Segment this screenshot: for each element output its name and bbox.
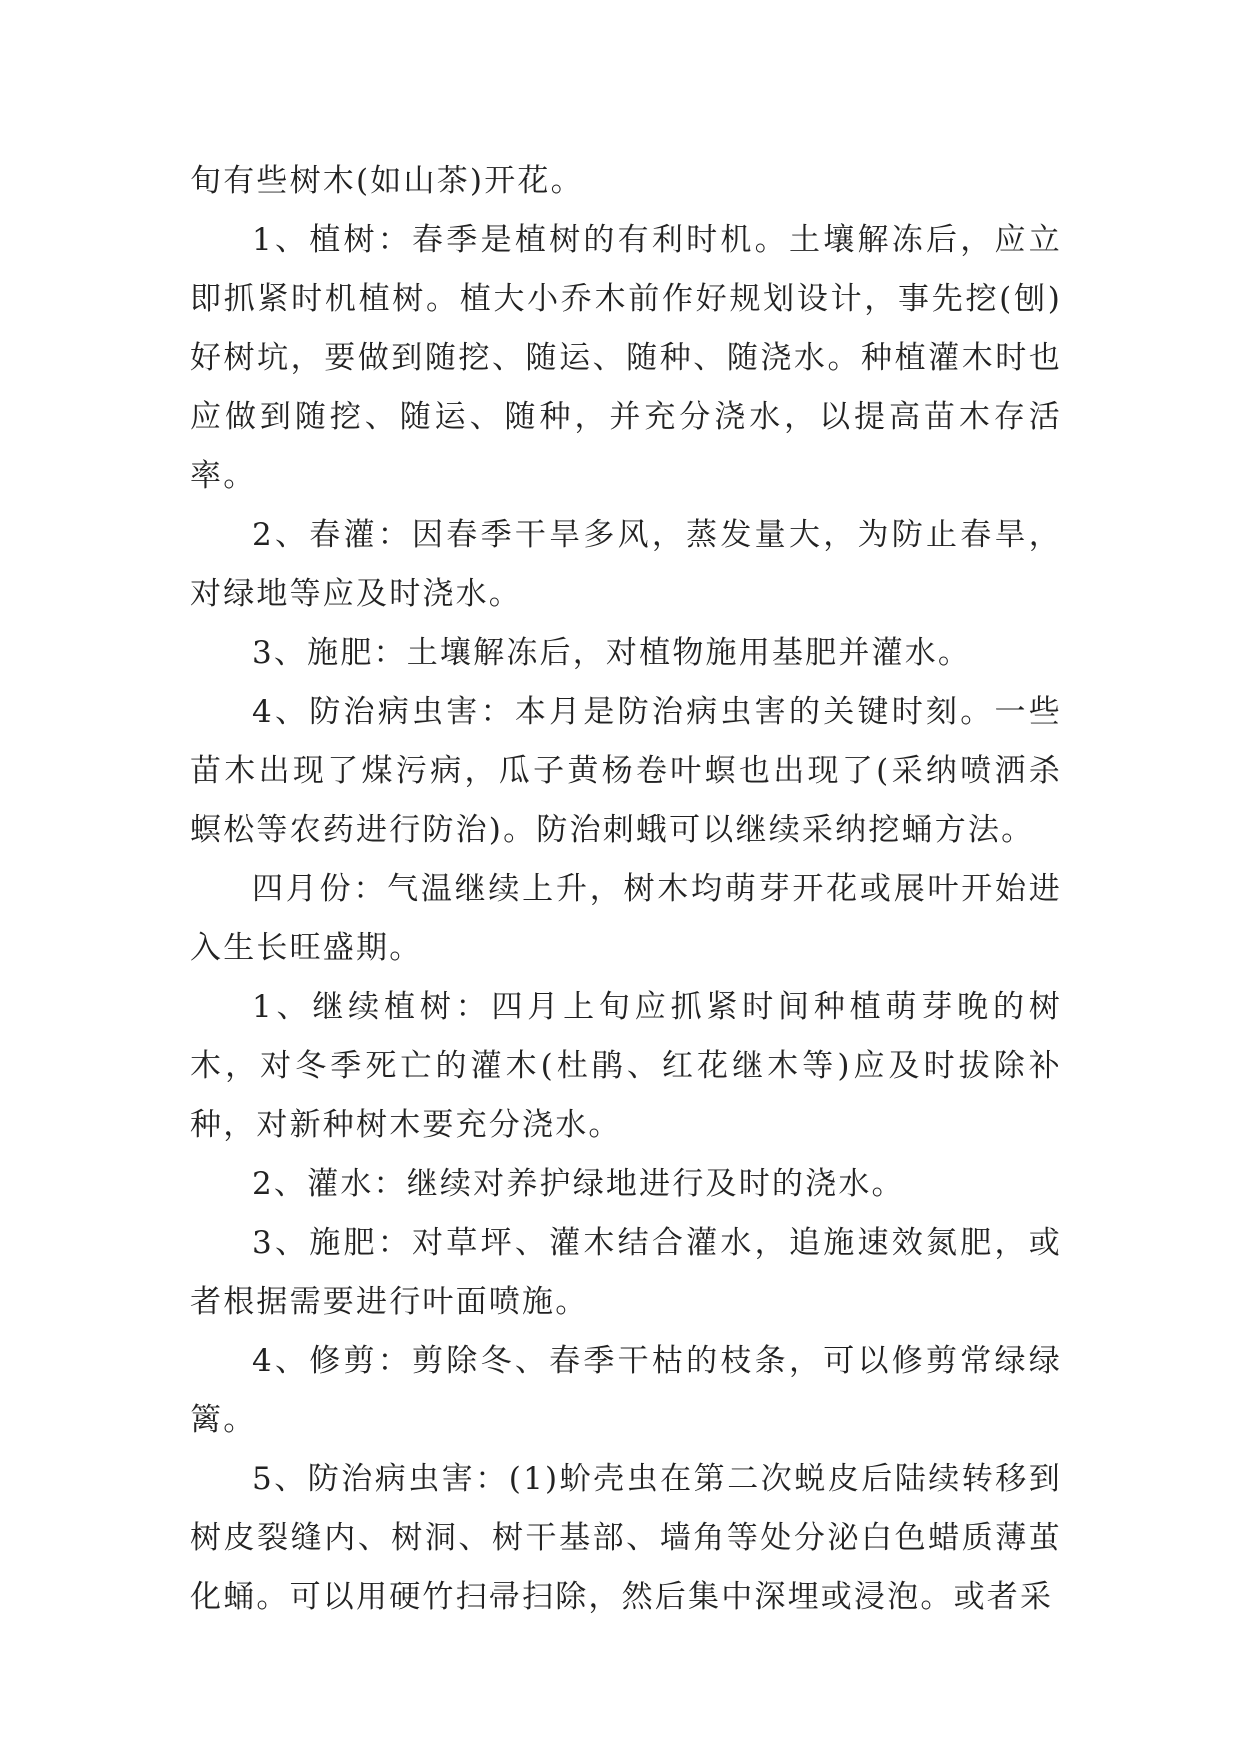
document-body [190,152,1062,1627]
paragraph-pest-control: 4、防治病虫害：本月是防治病虫害的关键时刻。一些苗木出现了煤污病，瓜子黄杨卷叶螟也出现了(采纳喷洒杀螟松等农药进行防治)。防治刺蛾可以继续采纳挖蛹方法。 [190,694,1062,848]
paragraph-april-pest-control: 5、防治病虫害：(1)蚧壳虫在第二次蜕皮后陆续转移到树皮裂缝内、树洞、树干基部、墙角等处分泌白色蜡质薄茧化蛹。可以用硬竹扫帚扫除，然后集中深埋或浸泡。或者采 [190,1461,1062,1615]
paragraph-april-planting: 1、继续植树：四月上旬应抓紧时间种植萌芽晚的树木，对冬季死亡的灌木(杜鹃、红花继木等)应及时拔除补种，对新种树木要充分浇水。 [190,989,1062,1143]
paragraph-april-watering: 2、灌水：继续对养护绿地进行及时的浇水。 [252,1166,905,1202]
paragraph-april-fertilizing: 3、施肥：对草坪、灌木结合灌水，追施速效氮肥，或者根据需要进行叶面喷施。 [190,1225,1062,1320]
paragraph-spring-irrigation: 2、春灌：因春季干旱多风，蒸发量大，为防止春旱，对绿地等应及时浇水。 [190,517,1062,612]
paragraph-planting: 1、植树：春季是植树的有利时机。土壤解冻后，应立即抓紧时机植树。植大小乔木前作好规划设计，事先挖(刨)好树坑，要做到随挖、随运、随种、随浇水。种植灌木时也应做到随挖、随运、随种，并充分浇水，以提高苗木存活率。 [190,222,1062,494]
paragraph-april-heading: 四月份：气温继续上升，树木均萌芽开花或展叶开始进入生长旺盛期。 [190,871,1062,966]
paragraph-continuation: 旬有些树木(如山茶)开花。 [190,163,584,199]
paragraph-april-pruning: 4、修剪：剪除冬、春季干枯的枝条，可以修剪常绿绿篱。 [190,1343,1062,1438]
paragraph-fertilizing: 3、施肥：土壤解冻后，对植物施用基肥并灌水。 [252,635,972,671]
